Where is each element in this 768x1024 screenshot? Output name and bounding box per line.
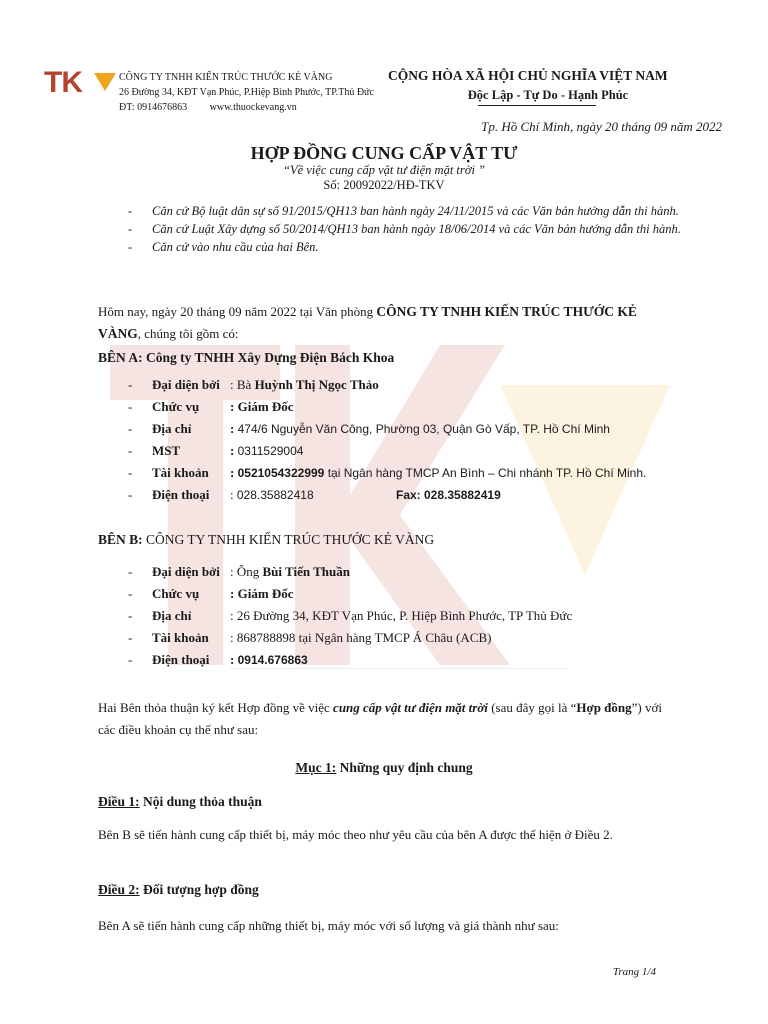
field-value: [230, 374, 379, 396]
party-b-representative-row: [128, 561, 688, 583]
list-dash: -: [128, 443, 133, 458]
position-value: Giám Đốc: [237, 399, 294, 414]
representative-name: Bùi Tiến Thuần: [262, 564, 350, 579]
value-prefix: : Bà: [230, 377, 255, 392]
legal-basis-text: Căn cứ Bộ luật dân sự số 91/2015/QH13 ban hành ngày 24/11/2015 và các Văn bản hướng dẫn thi hành.: [152, 204, 679, 218]
party-a-representative-row: [128, 374, 688, 396]
article-1-text: Bên B sẽ tiến hành cung cấp thiết bị, máy móc theo như yêu cầu của bên A được thể hiện ở Điều 2.: [98, 827, 613, 842]
company-website: www.thuockevang.vn: [209, 102, 297, 113]
field-value: [230, 583, 294, 605]
field-value: [230, 561, 350, 583]
party-b-address-row: [128, 605, 688, 627]
phone-value: 028.35882418: [236, 488, 314, 502]
company-contact: [119, 100, 374, 115]
field-value: [230, 418, 610, 440]
section-title: Những quy định chung: [336, 760, 473, 775]
agreement-text: Hai Bên thỏa thuận ký kết Hợp đồng về việc: [98, 700, 334, 715]
logo-text: TK: [44, 66, 82, 99]
list-dash: -: [128, 630, 133, 645]
list-dash: -: [128, 465, 133, 480]
agreement-paragraph: [98, 697, 678, 741]
agreement-text: ”) với các điều khoản cụ thể như sau:: [98, 700, 662, 737]
legal-basis-item: [128, 203, 688, 220]
document-subtitle: “Về việc cung cấp vật tư điện mặt trời ”: [283, 163, 485, 177]
party-a-account-row: [128, 462, 688, 484]
field-value: [230, 605, 572, 627]
list-dash: -: [128, 377, 133, 392]
motto-underline: [478, 105, 596, 106]
list-dash: -: [128, 586, 133, 601]
party-a-phone-row: [128, 484, 688, 506]
company-phone: ĐT: 0914676863: [119, 102, 188, 113]
party-b-heading: [98, 532, 434, 548]
position-value: Giám Đốc: [237, 586, 294, 601]
value-prefix: :: [230, 465, 238, 480]
address-value: 26 Đường 34, KĐT Vạn Phúc, P. Hiệp Bình Phước, TP Thủ Đức: [236, 608, 573, 623]
account-number: 0521054322999: [237, 466, 325, 480]
list-dash: -: [128, 222, 133, 236]
national-heading: [388, 68, 688, 106]
party-a-tax-row: [128, 440, 688, 462]
legal-basis-item: [128, 221, 688, 238]
date-line: Tp. Hồ Chí Minh, ngày 20 tháng 09 năm 2022: [481, 119, 722, 134]
article-label: Điều 1:: [98, 794, 140, 809]
field-label: Điện thoại: [152, 487, 210, 502]
list-dash: -: [128, 204, 133, 218]
phone-value: 0914.676863: [237, 653, 308, 667]
field-label: Chức vụ: [152, 399, 200, 414]
field-label: Địa chỉ: [152, 608, 192, 623]
article-title: Nội dung thỏa thuận: [139, 794, 262, 809]
field-value: [230, 440, 303, 462]
representative-name: Huỳnh Thị Ngọc Thảo: [254, 377, 379, 392]
field-label: Tài khoản: [152, 465, 209, 480]
intro-prefix: Hôm nay, ngày 20 tháng 09 năm 2022 tại Văn phòng: [98, 304, 377, 319]
contract-number: Số: 20092022/HĐ-TKV: [323, 178, 445, 192]
section-label: Mục 1:: [295, 760, 337, 775]
party-a-position-row: [128, 396, 688, 418]
party-b-phone-row: [128, 649, 688, 671]
address-value: 474/6 Nguyễn Văn Công, Phường 03, Quận Gò Vấp, TP. Hồ Chí Minh: [237, 422, 610, 436]
field-label: Đại diện bởi: [152, 377, 220, 392]
field-value: [230, 649, 308, 671]
list-dash: -: [128, 608, 133, 623]
legal-basis-list: [128, 203, 688, 257]
field-value: [230, 396, 294, 418]
field-label: Tài khoản: [152, 630, 209, 645]
value-prefix: :: [230, 630, 237, 645]
field-value: [230, 484, 314, 506]
field-label: Điện thoại: [152, 652, 210, 667]
tax-code-value: 0311529004: [237, 444, 304, 458]
section-1-heading: [0, 760, 768, 776]
party-a-address-row: [128, 418, 688, 440]
party-b-name: CÔNG TY TNHH KIẾN TRÚC THƯỚC KẺ VÀNG: [142, 532, 435, 547]
value-prefix: : Ông: [230, 564, 263, 579]
list-dash: -: [128, 652, 133, 667]
party-b-account-row: [128, 627, 688, 649]
field-value: [230, 462, 646, 484]
value-prefix: :: [230, 652, 238, 667]
account-value: 868788898 tại Ngân hàng TMCP Á Châu (ACB): [236, 630, 492, 645]
document-title: HỢP ĐỒNG CUNG CẤP VẬT TƯ: [250, 143, 518, 163]
field-label: Địa chỉ: [152, 421, 192, 436]
page-number: Trang 1/4: [612, 966, 656, 978]
list-dash: -: [128, 421, 133, 436]
intro-suffix: , chúng tôi gồm có:: [137, 326, 239, 341]
list-dash: -: [128, 487, 133, 502]
logo-triangle-icon: [94, 73, 116, 91]
value-prefix: :: [230, 586, 238, 601]
legal-basis-text: Căn cứ vào nhu cầu của hai Bên.: [152, 240, 319, 254]
intro-company: CÔNG TY TNHH KIẾN TRÚC THƯỚC KẺ VÀNG: [98, 304, 637, 341]
value-prefix: :: [230, 421, 238, 436]
article-title: Đối tượng hợp đồng: [139, 882, 259, 897]
article-1-heading: [98, 794, 262, 810]
company-name: CÔNG TY TNHH KIẾN TRÚC THƯỚC KẺ VÀNG: [119, 72, 333, 83]
nation-line: CỘNG HÒA XÃ HỘI CHỦ NGHĨA VIỆT NAM: [388, 68, 668, 83]
legal-basis-text: Căn cứ Luật Xây dựng số 50/2014/QH13 ban hành ngày 18/06/2014 và các Văn bản hướng dẫn thi hành.: [152, 222, 681, 236]
company-address: 26 Đường 34, KĐT Vạn Phúc, P.Hiệp Bình Phước, TP.Thủ Đức: [119, 87, 374, 98]
value-prefix: :: [230, 399, 238, 414]
motto: Độc Lập - Tự Do - Hạnh Phúc: [467, 88, 629, 102]
list-dash: -: [128, 564, 133, 579]
company-info: [119, 70, 374, 115]
agreement-subject: cung cấp vật tư điện mặt trời: [333, 700, 488, 715]
field-label: Đại diện bởi: [152, 564, 220, 579]
party-a-heading: BÊN A: Công ty TNHH Xây Dựng Điện Bách Khoa: [98, 350, 395, 365]
list-dash: -: [128, 240, 133, 254]
article-label: Điều 2:: [98, 882, 140, 897]
agreement-term: Hợp đồng: [576, 700, 632, 715]
value-prefix: :: [230, 443, 238, 458]
agreement-text: (sau đây gọi là “: [487, 700, 577, 715]
party-b-label: BÊN B:: [98, 532, 143, 547]
bank-name: tại Ngân hàng TMCP An Bình – Chi nhánh TP. Hồ Chí Minh.: [324, 466, 647, 480]
company-logo: [44, 68, 112, 102]
value-prefix: :: [230, 487, 237, 502]
fax-value: Fax: 028.35882419: [396, 488, 501, 502]
field-label: MST: [152, 443, 181, 458]
article-2-text: Bên A sẽ tiến hành cung cấp những thiết bị, máy móc với số lượng và giá thành như sau:: [98, 918, 559, 933]
value-prefix: :: [230, 608, 237, 623]
field-label: Chức vụ: [152, 586, 200, 601]
article-2-heading: [98, 882, 259, 898]
party-b-position-row: [128, 583, 688, 605]
party-b-details: [128, 561, 688, 671]
intro-paragraph: [98, 301, 678, 345]
field-value: [230, 627, 491, 649]
legal-basis-item: [128, 239, 688, 256]
list-dash: -: [128, 399, 133, 414]
party-a-details: [128, 374, 688, 506]
